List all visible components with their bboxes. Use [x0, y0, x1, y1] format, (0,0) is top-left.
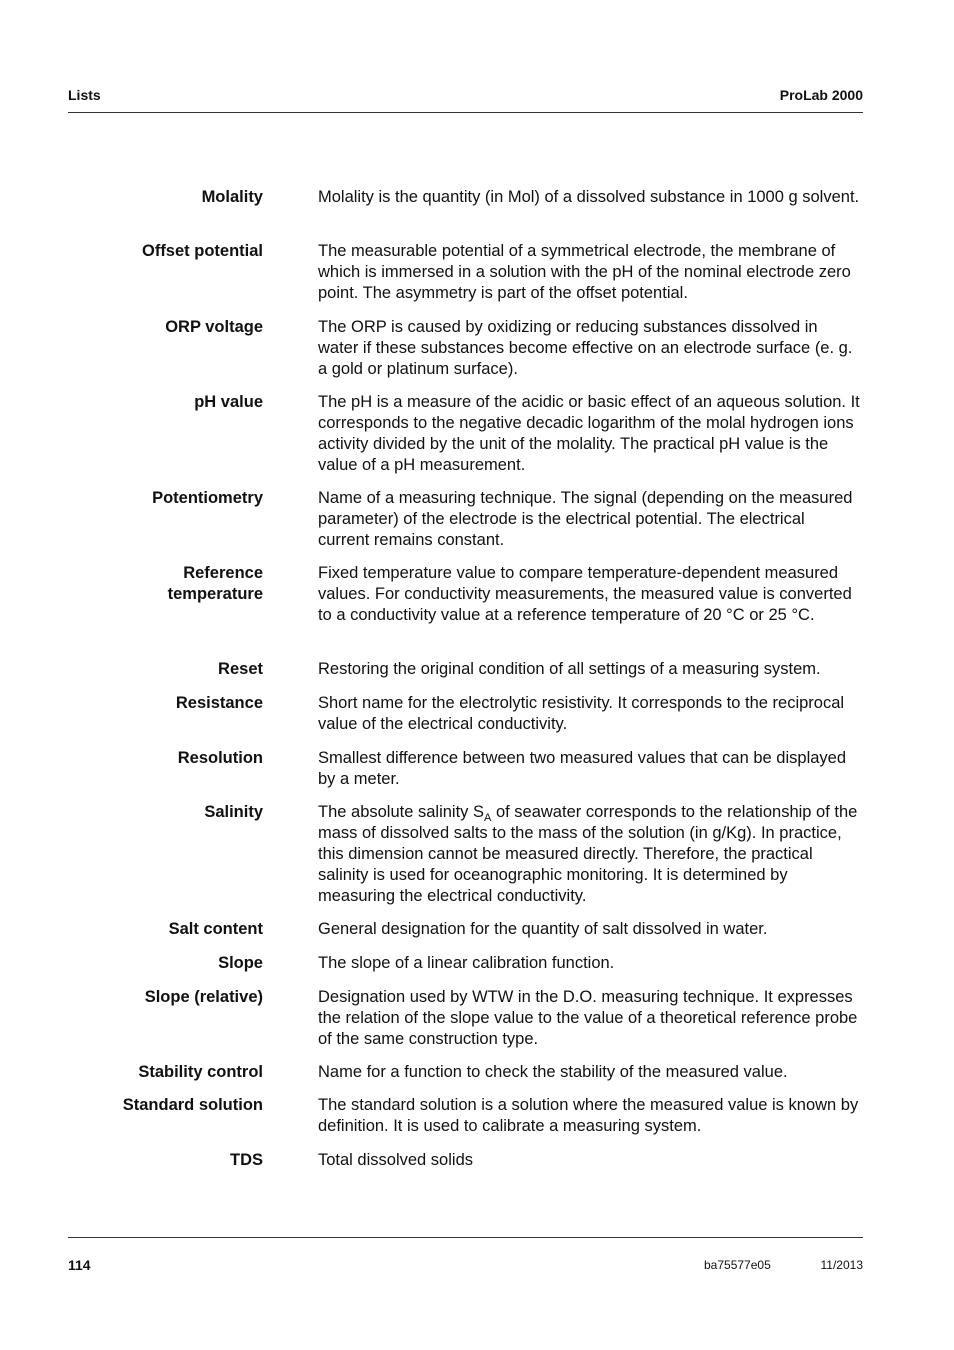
footer-rule: [68, 1237, 863, 1238]
glossary-definition: Fixed temperature value to compare temperature-dependent measured values. For conductivity measurements, the measured value is converted to a conductivity value at a reference temperature of 20 °C or 25 °C.: [318, 564, 852, 624]
glossary-term: TDS: [230, 1151, 263, 1169]
glossary-term: Offset potential: [141, 242, 263, 260]
glossary-definition: The measurable potential of a symmetrical electrode, the membrane of which is immersed in a solution with the pH of the nominal electrode zero point. The asymmetry is part of the offset potential.: [318, 242, 851, 302]
glossary-term: Salinity: [204, 803, 263, 821]
glossary-term: Molality: [201, 188, 263, 206]
glossary-term: Slope (relative): [144, 988, 263, 1006]
page-number: 114: [68, 1257, 91, 1273]
document-id: ba75577e05: [704, 1258, 771, 1272]
glossary-definition: Name for a function to check the stability of the measured value.: [318, 1063, 788, 1081]
glossary-term: Slope: [218, 954, 263, 972]
document-date: 11/2013: [820, 1258, 863, 1272]
glossary-definition: Restoring the original condition of all settings of a measuring system.: [318, 660, 821, 678]
header-section-title: Lists: [68, 87, 101, 103]
glossary-definition: Short name for the electrolytic resistivity. It corresponds to the reciprocal value of the electrical conductivity.: [318, 694, 845, 733]
glossary-definition: The ORP is caused by oxidizing or reducing substances dissolved in water if these substances become effective on an electrode surface (e. g. a gold or platinum surface).: [318, 318, 853, 378]
glossary-term: Resistance: [175, 694, 263, 712]
glossary-definition: Designation used by WTW in the D.O. measuring technique. It expresses the relation of the slope value to the value of a theoretical reference probe of the same construction type.: [318, 988, 858, 1048]
definition-text-end: of seawater corresponds to the relationship of the mass of dissolved salts to the mass of the solution (in g/Kg). In practice, this dimension cannot be measured directly. Therefore, the practical salinity is used for oceanographic monitoring. It is determined by measuring the electrical conductivity.: [318, 803, 858, 905]
glossary-term: Resolution: [177, 749, 263, 767]
glossary-definition: The standard solution is a solution where the measured value is known by definition. It is used to calibrate a measuring system.: [318, 1096, 859, 1135]
glossary-term: Potentiometry: [152, 489, 263, 507]
glossary-definition: The pH is a measure of the acidic or basic effect of an aqueous solution. It corresponds to the negative decadic logarithm of the molal hydrogen ions activity divided by the unit of the molality. The practical pH value is the value of a pH measurement.: [318, 393, 860, 474]
glossary-definition: Smallest difference between two measured values that can be displayed by a meter.: [318, 749, 847, 788]
glossary-definition: [318, 802, 860, 907]
glossary-term: Standard solution: [122, 1096, 263, 1114]
glossary-term: ORP voltage: [165, 318, 263, 336]
glossary-definition: General designation for the quantity of salt dissolved in water.: [318, 920, 768, 938]
glossary-term: Reset: [218, 660, 263, 678]
glossary-definition: Molality is the quantity (in Mol) of a dissolved substance in 1000 g solvent.: [318, 188, 860, 206]
definition-text-start: The absolute salinity S: [318, 803, 485, 821]
glossary-term: Stability control: [138, 1063, 263, 1081]
glossary-definition: The slope of a linear calibration function.: [318, 954, 615, 972]
glossary-term: Reference temperature: [167, 564, 263, 603]
glossary-term: pH value: [194, 393, 263, 411]
glossary-definition: Total dissolved solids: [318, 1151, 473, 1169]
header-rule: [68, 112, 863, 113]
header-product-name: ProLab 2000: [779, 87, 863, 103]
subscript-a: A: [484, 812, 492, 824]
glossary-definition: Name of a measuring technique. The signal (depending on the measured parameter) of the electrode is the electrical potential. The electrical current remains constant.: [318, 489, 853, 549]
glossary-term: Salt content: [168, 920, 263, 938]
